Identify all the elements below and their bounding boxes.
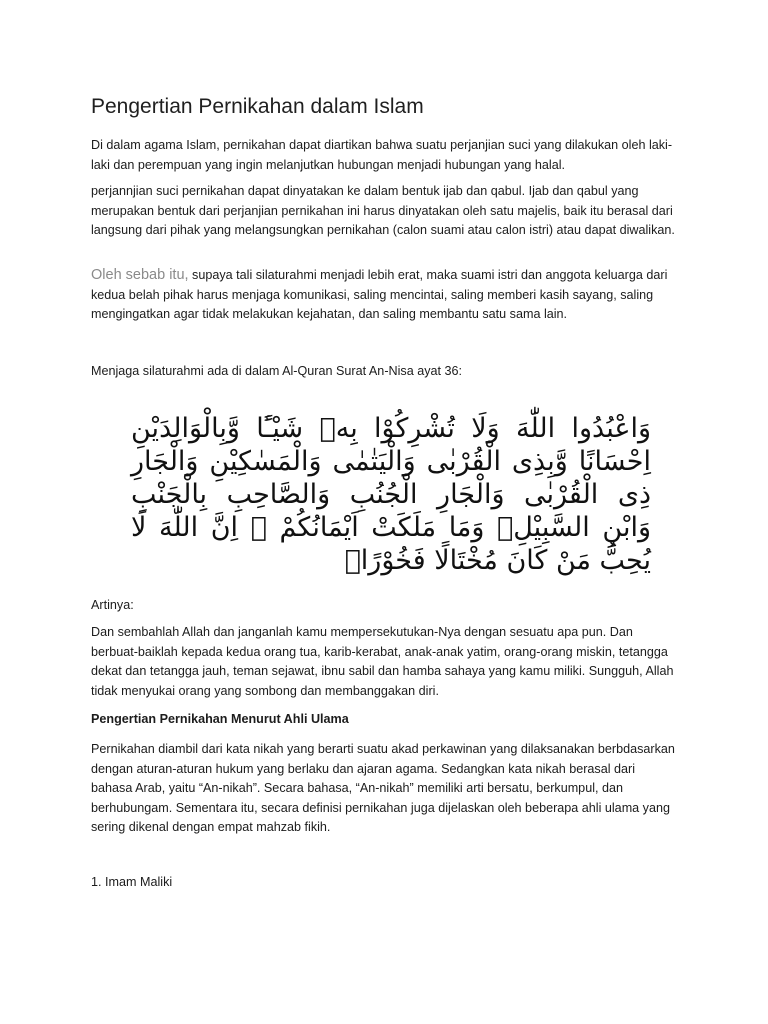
paragraph-definition: Pernikahan diambil dari kata nikah yang berarti suatu akad perkawinan yang dilaksanakan berbdasarkan dengan aturan-aturan hukum yang berlaku dan ajaran agama. Sedangkan kata nikah berasal dari bahasa Arab, yaitu “An-nikah”. Secara bahasa, “An-nikah” memiliki arti bersatu, berkumpul, dan berhubungam. Sementara itu, secara definisi pernikahan juga dijelaskan oleh beberapa ahli ulama yang sering dikenal dengan empat mahzab fikih. <box>91 742 675 834</box>
list-item: 1. Imam Maliki <box>91 875 173 889</box>
page-title: Pengertian Pernikahan dalam Islam <box>91 95 424 118</box>
verse-translation: Dan sembahlah Allah dan janganlah kamu mempersekutukan-Nya dengan sesuatu apa pun. Dan berbuat-baiklah kepada kedua orang tua, karib-kerabat, anak-anak yatim, orang-orang miskin, tetangga dekat dan tetangga jauh, teman sejawat, ibnu sabil dan hamba sahaya yang kamu miliki. Sungguh, Allah tidak menyukai orang yang sombong dan membanggakan diri. <box>91 625 674 698</box>
section-heading: Pengertian Pernikahan Menurut Ahli Ulama <box>91 712 349 726</box>
paragraph-lead-in: Oleh sebab itu, <box>91 267 189 283</box>
paragraph-quran-reference: Menjaga silaturahmi ada di dalam Al-Quran Surat An-Nisa ayat 36: <box>91 364 463 378</box>
paragraph-body: supaya tali silaturahmi menjadi lebih erat, maka suami istri dan anggota keluarga dari kedua belah pihak harus menjaga komunikasi, saling mencintai, saling memberi kasih sayang, saling mengingatkan agar tidak melakukan kejahatan, dan saling membantu satu sama lain. <box>91 268 668 321</box>
paragraph-ijab-qabul: perjannjian suci pernikahan dapat dinyatakan ke dalam bentuk ijab dan qabul. Ijab dan qabul yang merupakan bentuk dari perjanjian pernikahan ini harus dinyatakan oleh satu majelis, baik itu berasal dari langsung dari pihak yang melangsungkan pernikahan (calon suami atau calon istri) atau dapat diwalikan. <box>91 184 675 237</box>
arabic-verse: وَاعْبُدُوا اللّٰهَ وَلَا تُشْرِكُوْا بِهٖ شَيْـًٔا وَّبِالْوَالِدَيْنِ اِحْسَانًا وَّبِذِى الْقُرْبٰى وَالْيَتٰمٰى وَالْمَسٰكِيْنِ وَالْجَارِ ذِى الْقُرْبٰى وَالْجَارِ الْجُنُبِ وَالصَّاحِبِ بِالْجَنْبِ وَابْنِ السَّبِيْلِۙ وَمَا مَلَكَتْ اَيْمَانُكُمْ ۗ اِنَّ اللّٰهَ لَا يُحِبُّ مَنْ كَانَ مُخْتَالًا فَخُوْرًاۙ <box>131 413 651 576</box>
artinya-label: Artinya: <box>91 598 134 612</box>
paragraph-silaturahmi <box>91 266 679 325</box>
paragraph-intro: Di dalam agama Islam, pernikahan dapat diartikan bahwa suatu perjanjian suci yang dilakukan oleh laki-laki dan perempuan yang ingin melanjutkan hubungan menjadi hubungan yang halal. <box>91 138 673 172</box>
